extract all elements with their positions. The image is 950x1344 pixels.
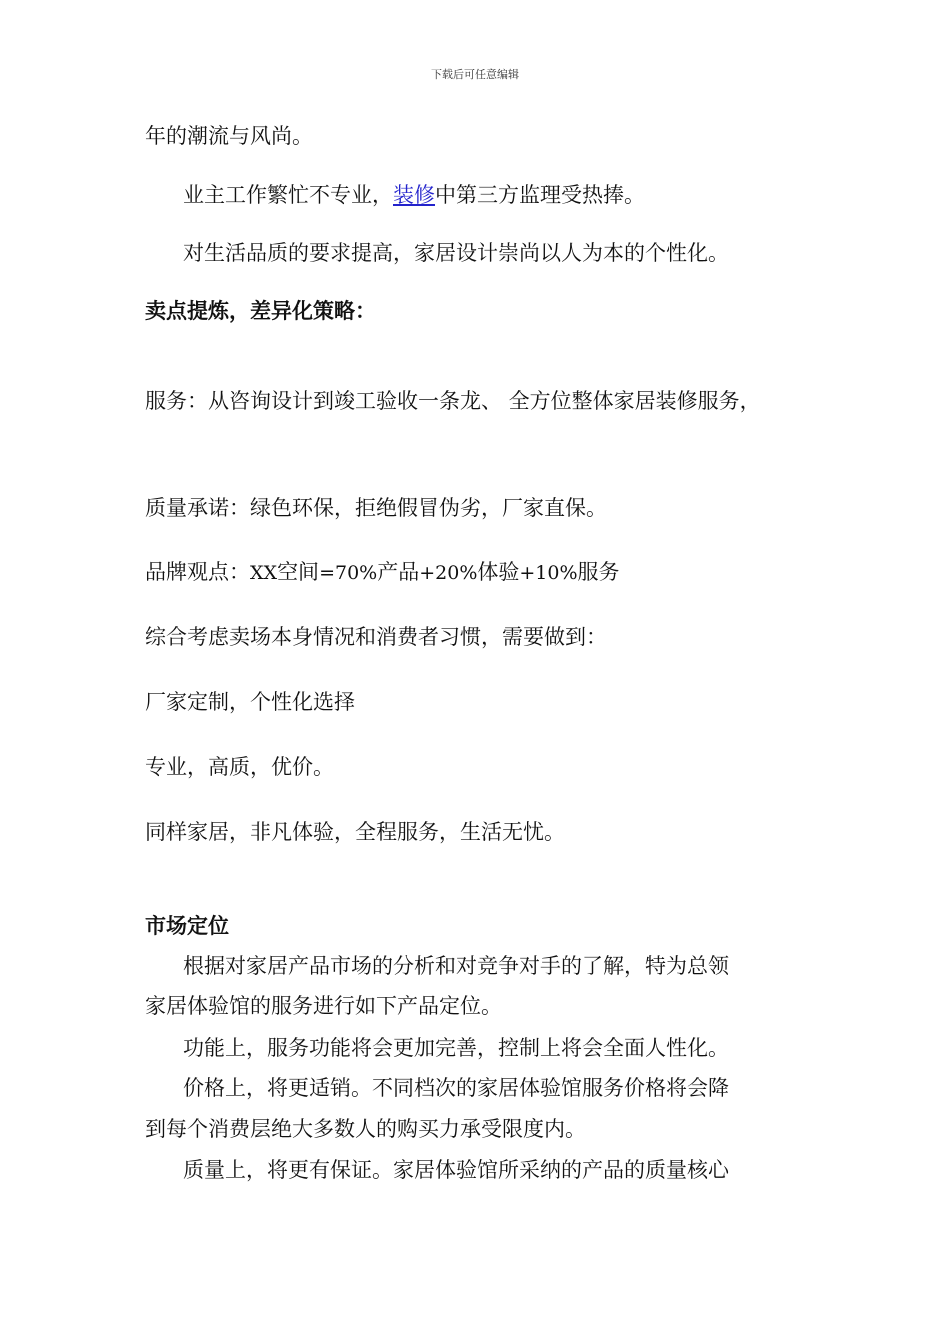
paragraph-line: 到每个消费层绝大多数人的购买力承受限度内。	[145, 1117, 586, 1141]
decoration-link[interactable]: 装修	[393, 183, 435, 207]
paragraph-line: 厂家定制，个性化选择	[145, 690, 355, 714]
paragraph-line: 对生活品质的要求提高，家居设计崇尚以人为本的个性化。	[183, 241, 729, 265]
text-fragment: 中第三方监理受热捧。	[435, 183, 645, 207]
section-heading-market-positioning: 市场定位	[145, 914, 229, 938]
paragraph-line: 根据对家居产品市场的分析和对竞争对手的了解，特为总领	[183, 954, 729, 978]
text-fragment: 产品	[377, 560, 420, 584]
paragraph-line: 价格上，将更适销。不同档次的家居体验馆服务价格将会降	[183, 1076, 729, 1100]
section-heading-selling-points: 卖点提炼，差异化策略：	[145, 299, 376, 323]
text-fragment: 服务	[577, 560, 620, 584]
paragraph-line: 功能上，服务功能将会更加完善，控制上将会全面人性化。	[183, 1036, 729, 1060]
paragraph-line: 质量上，将更有保证。家居体验馆所采纳的产品的质量核心	[183, 1158, 729, 1182]
text-fragment: =70%	[319, 562, 378, 584]
brand-viewpoint-line	[145, 558, 620, 587]
text-fragment: +10%	[519, 562, 578, 584]
text-fragment: 品牌观点：	[145, 560, 250, 584]
text-fragment: +20%	[419, 562, 478, 584]
paragraph-line	[183, 181, 645, 209]
text-fragment: XX	[250, 562, 278, 584]
text-fragment: 业主工作繁忙不专业，	[183, 183, 393, 207]
paragraph-line: 质量承诺：绿色环保，拒绝假冒伪劣，厂家直保。	[145, 496, 607, 520]
paragraph-line: 专业，高质，优价。	[145, 755, 334, 779]
paragraph-line: 服务：从咨询设计到竣工验收一条龙、 全方位整体家居装修服务，	[145, 389, 761, 413]
text-fragment: 体验	[477, 560, 520, 584]
paragraph-line: 同样家居，非凡体验，全程服务，生活无忧。	[145, 820, 565, 844]
paragraph-line: 家居体验馆的服务进行如下产品定位。	[145, 994, 502, 1018]
text-fragment: 空间	[277, 560, 320, 584]
paragraph-line: 综合考虑卖场本身情况和消费者习惯，需要做到：	[145, 625, 607, 649]
paragraph-line: 年的潮流与风尚。	[145, 124, 313, 148]
page-header: 下载后可任意编辑	[431, 68, 519, 81]
